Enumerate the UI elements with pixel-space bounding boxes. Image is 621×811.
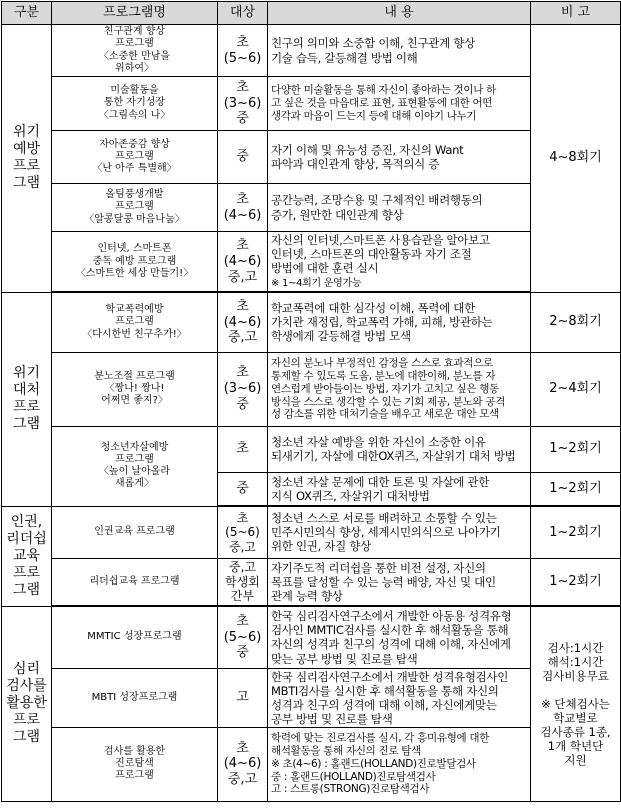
content-cell: 자신의 분노나 부정적인 감정을 스스로 효과적으로 통제할 수 있도록 도움, 분노에 대한이해, 분노를 자 연스럽게 받아들이는 방법, 자기가 고치고 싶은 행동 방식을 스스로 생각할 수 있는 기회 제공, 분노와 공격 성 감소를 위한 대처기술을 배우고 새로운 대안 모색 (268, 352, 531, 426)
category-cell: 위기 대처 프로 그램 (2, 292, 52, 506)
remarks-cell: 4~8회기 (531, 25, 621, 293)
content-cell: 청소년 자살 예방을 위한 자신이 소중한 이유 되새기기, 자살에 대한OX퀴즈, 자살위기 대처 방법 (268, 426, 531, 472)
target-cell: 초 (3~6) 중 (218, 352, 268, 426)
table-row (2, 352, 621, 426)
remarks-cell: 1~2회기 (531, 506, 621, 558)
table-row (2, 232, 621, 293)
program-name: 분노조절 프로그램 〈짱나! 짱나! 어쩌면 좋지?〉 (52, 352, 218, 426)
content-cell: 자기 이해 및 유능성 증진, 자신의 Want 파악과 대인관계 향상, 목적의식 증 (268, 131, 531, 184)
content-cell: 친구의 의미와 소중함 이해, 친구관계 향상 기술 습득, 갈등해결 방법 이해 (268, 25, 531, 77)
table-row (2, 558, 621, 606)
target-cell: 초 (4~6) 중,고 (218, 232, 268, 293)
target-cell: 중,고 학생회 간부 (218, 558, 268, 606)
header-category: 구분 (2, 2, 52, 25)
program-name: 친구관계 향상 프로그램 〈소중한 만남을 위하여〉 (52, 25, 218, 77)
target-cell: 초 (5~6) (218, 25, 268, 77)
table-row (2, 606, 621, 668)
program-name: 인권교육 프로그램 (52, 506, 218, 558)
content-cell: 한국 심리검사연구소에서 개발한 성격유형검사인 MBTI검사를 실시한 후 해석활동을 통해 자신의 성격과 친구의 성격에 대해 이해, 자신에게맞는 공부 방법 및 진로를 탐색 (268, 668, 531, 727)
table-row (2, 668, 621, 727)
table-row (2, 727, 621, 801)
program-name: 올팀풍생개발 프로그램 〈알콩달콩 마음나눔〉 (52, 184, 218, 232)
program-name: 검사를 활용한 진로탐색 프로그램 (52, 727, 218, 801)
program-name: 청소년자살예방 프로그램 〈높이 날아올라 새롭게〉 (52, 426, 218, 506)
target-cell: 초 (4~6) 중,고 (218, 727, 268, 801)
target-cell: 초 (218, 426, 268, 472)
program-name: 미술활동을 통한 자기성장 〈그림속의 나〉 (52, 77, 218, 131)
program-name: MBTI 성장프로그램 (52, 668, 218, 727)
table-row (2, 131, 621, 184)
content-text: 자신의 인터넷,스마트폰 사용습관을 알아보고 인터넷, 스마트폰의 대안활동과 자기 조절 방법에 대한 훈련 실시 (271, 233, 490, 276)
target-cell: 초 (5~6) 중,고 (218, 506, 268, 558)
program-name: MMTIC 성장프로그램 (52, 606, 218, 668)
remarks-cell: 2~4회기 (531, 352, 621, 426)
program-name: 리더쉽교육 프로그램 (52, 558, 218, 606)
category-cell: 인권, 리더쉽 교육 프로 그램 (2, 506, 52, 606)
category-cell: 심리 검사를 활용한 프로 그램 (2, 606, 52, 801)
program-name: 자아존중감 향상 프로그램 〈난 아주 특별해〉 (52, 131, 218, 184)
content-note: ※ 1~4회기 운영가능 (271, 278, 362, 290)
content-cell: 청소년 스스로 서로를 배려하고 소통할 수 있는 민주시민의식 향상, 세계시민의식으로 나아가기 위한 인권, 자질 향상 (268, 506, 531, 558)
header-content: 내 용 (268, 2, 531, 25)
remarks-cell: 검사:1시간 해석:1시간 검사비용무료 ※ 단체검사는 학교별로 검사종류 1종, 1개 학년단 지원 (531, 606, 621, 801)
header-target: 대상 (218, 2, 268, 25)
table-row (2, 25, 621, 77)
content-cell (268, 232, 531, 293)
program-name: 인터넷, 스마트폰 중독 예방 프로그램 〈스마트한 세상 만들기!〉 (52, 232, 218, 293)
remarks-cell: 1~2회기 (531, 558, 621, 606)
target-cell: 초 (5~6) 중 (218, 606, 268, 668)
table-row (2, 426, 621, 472)
target-cell: 초 (3~6) 중 (218, 77, 268, 131)
content-cell: 자기주도적 리더쉽을 통한 비전 설정, 자신의 목표를 달성할 수 있는 능력 배양, 자신 및 대인 관계 능력 향상 (268, 558, 531, 606)
table-row (2, 184, 621, 232)
target-cell: 고 (218, 668, 268, 727)
remarks-cell: 2~8회기 (531, 292, 621, 352)
category-cell: 위기 예방 프로 그램 (2, 25, 52, 293)
table-row (2, 292, 621, 352)
target-cell: 초 (4~6) 중,고 (218, 292, 268, 352)
content-cell: 학력에 맞는 진로검사를 실시, 각 흥미유형에 대한 해석활동을 통해 자신의 진로 탐색 ※ 초(4~6) : 홀랜드(HOLLAND)진로발달검사 중 : 홀랜드(HOLLAND)진로탐색검사 고 : 스트롱(STRONG)진로탐색검사 (268, 727, 531, 801)
target-cell: 중 (218, 472, 268, 506)
header-row (2, 2, 621, 25)
header-program: 프로그램명 (52, 2, 218, 25)
content-cell: 학교폭력에 대한 심각성 이해, 폭력에 대한 가치관 재정립, 학교폭력 가해, 피해, 방관하는 학생에게 갈등해결 방법 모색 (268, 292, 531, 352)
target-cell: 초 (4~6) (218, 184, 268, 232)
table-row (2, 77, 621, 131)
target-cell: 중 (218, 131, 268, 184)
content-cell: 다양한 미술활동을 통해 자신이 좋아하는 것이나 하 고 싶은 것을 마음대로 표현, 표현활동에 대한 어떤 생각과 마음이 드는지 등에 대해 이야기 나누기 (268, 77, 531, 131)
program-name: 학교폭력예방 프로그램 〈다시한번 친구추가!〉 (52, 292, 218, 352)
remarks-cell: 1~2회기 (531, 426, 621, 472)
table-row (2, 506, 621, 558)
content-cell: 청소년 자살 문제에 대한 토론 및 자살에 관한 지식 OX퀴즈, 자살위기 대처방법 (268, 472, 531, 506)
program-table (1, 1, 621, 802)
remarks-cell: 1~2회기 (531, 472, 621, 506)
content-cell: 한국 심리검사연구소에서 개발한 아동용 성격유형 검사인 MMTIC검사를 실시한 후 해석활동을 통해 자신의 성격과 친구의 성격에 대해 이해, 자신에게 맞는 공부 방법 및 진로를 탐색 (268, 606, 531, 668)
header-remarks: 비 고 (531, 2, 621, 25)
content-cell: 공간능력, 조망수용 및 구체적인 배려행동의 증가, 원만한 대인관계 향상 (268, 184, 531, 232)
